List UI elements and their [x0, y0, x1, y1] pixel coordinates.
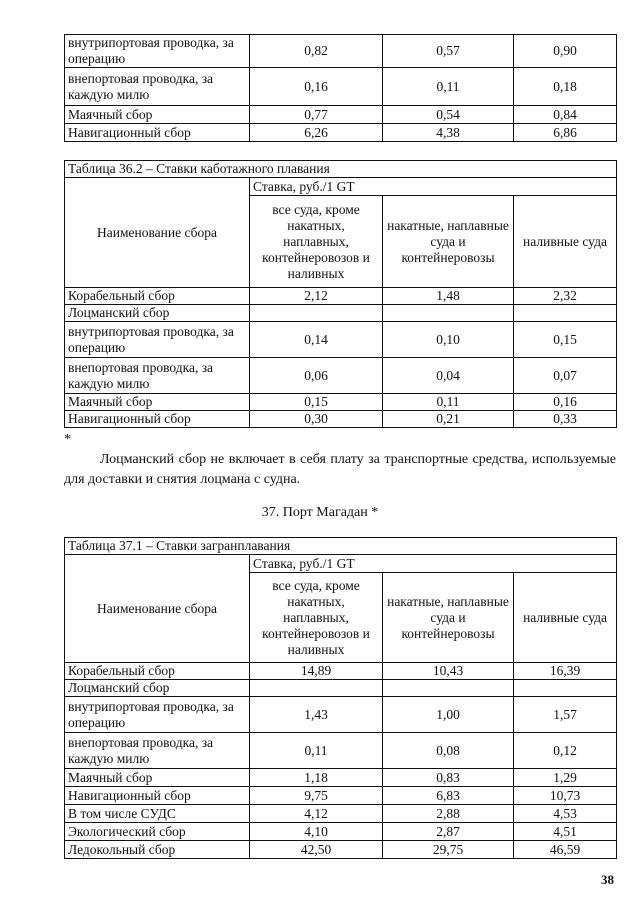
rate-value: 0,07 [514, 358, 617, 394]
table-row [65, 35, 617, 68]
rate-value: 1,00 [383, 697, 514, 733]
rate-value: 0,14 [250, 322, 383, 358]
rate-value [250, 680, 383, 697]
rate-value: 4,38 [383, 124, 514, 142]
rate-value: 0,15 [514, 322, 617, 358]
fee-name: Экологический сбор [65, 823, 250, 841]
column-header-fee-name: Наименование сбора [65, 178, 250, 288]
rate-value: 14,89 [250, 663, 383, 680]
table-37-1 [64, 537, 617, 859]
rate-value: 0,12 [514, 733, 617, 769]
fee-name: внутрипортовая проводка, за операцию [65, 697, 250, 733]
table-row [65, 322, 617, 358]
rate-value: 0,84 [514, 106, 617, 124]
rate-value: 6,26 [250, 124, 383, 142]
rate-value: 2,88 [383, 805, 514, 823]
fee-name: внепортовая проводка, за каждую милю [65, 733, 250, 769]
table-row [65, 68, 617, 106]
fee-name: Корабельный сбор [65, 663, 250, 680]
footnote-asterisk: * [64, 432, 71, 447]
table-row [65, 106, 617, 124]
rate-value: 1,18 [250, 769, 383, 787]
table-row [65, 358, 617, 394]
table-row [65, 305, 617, 322]
fee-name: внепортовая проводка, за каждую милю [65, 358, 250, 394]
rate-value: 0,16 [250, 68, 383, 106]
rate-value: 0,33 [514, 411, 617, 428]
rate-value: 1,29 [514, 769, 617, 787]
rate-value: 9,75 [250, 787, 383, 805]
rate-value: 0,54 [383, 106, 514, 124]
rate-value: 2,12 [250, 288, 383, 305]
rate-value: 1,57 [514, 697, 617, 733]
rate-value: 0,15 [250, 394, 383, 411]
table-row [65, 805, 617, 823]
rate-value [514, 305, 617, 322]
rate-value: 0,83 [383, 769, 514, 787]
rate-value: 4,51 [514, 823, 617, 841]
rate-value: 1,48 [383, 288, 514, 305]
table-row [65, 394, 617, 411]
section-title: 37. Порт Магадан * [261, 505, 379, 520]
rate-value: 0,11 [383, 394, 514, 411]
table-row [65, 411, 617, 428]
column-header-fee-name: Наименование сбора [65, 555, 250, 663]
rate-value [383, 680, 514, 697]
table-row [65, 663, 617, 680]
fee-name: Лоцманский сбор [65, 305, 250, 322]
rate-value: 0,11 [383, 68, 514, 106]
fee-name: Ледокольный сбор [65, 841, 250, 859]
fee-name: Навигационный сбор [65, 787, 250, 805]
fee-name: Лоцманский сбор [65, 680, 250, 697]
column-header: накатные, наплавные суда и контейнеровозы [383, 573, 514, 663]
rate-value: 0,82 [250, 35, 383, 68]
page-number: 38 [601, 872, 614, 887]
fee-name: Навигационный сбор [65, 124, 250, 142]
rate-value: 0,04 [383, 358, 514, 394]
rate-value: 0,21 [383, 411, 514, 428]
rate-value: 1,43 [250, 697, 383, 733]
fee-name: Навигационный сбор [65, 411, 250, 428]
column-header: накатные, наплавные суда и контейнеровозы [383, 196, 514, 288]
fee-name: Маячный сбор [65, 394, 250, 411]
rate-value: 2,32 [514, 288, 617, 305]
rate-value: 0,90 [514, 35, 617, 68]
rate-value: 0,06 [250, 358, 383, 394]
table-row [65, 769, 617, 787]
rate-value [250, 305, 383, 322]
table-row [65, 680, 617, 697]
rate-value: 46,59 [514, 841, 617, 859]
fee-name: Маячный сбор [65, 769, 250, 787]
table-caption: Таблица 36.2 – Ставки каботажного плавания [65, 161, 617, 178]
column-header: все суда, кроме накатных, наплавных, контейнеровозов и наливных [250, 196, 383, 288]
rate-value: 6,86 [514, 124, 617, 142]
rate-value: 0,30 [250, 411, 383, 428]
rate-value: 6,83 [383, 787, 514, 805]
rate-value: 4,10 [250, 823, 383, 841]
rate-value: 0,77 [250, 106, 383, 124]
table-row [65, 288, 617, 305]
fee-name: внепортовая проводка, за каждую милю [65, 68, 250, 106]
fee-name: внутрипортовая проводка, за операцию [65, 322, 250, 358]
footnote-text: Лоцманский сбор не включает в себя плату за транспортные средства, используемые для доставки и снятия лоцмана с судна. [64, 452, 616, 487]
rate-value: 0,18 [514, 68, 617, 106]
rate-value [514, 680, 617, 697]
rate-value: 10,43 [383, 663, 514, 680]
fee-name: Корабельный сбор [65, 288, 250, 305]
rate-value: 0,16 [514, 394, 617, 411]
rate-value: 4,12 [250, 805, 383, 823]
rate-header: Ставка, руб./1 GT [250, 555, 617, 573]
rate-value: 0,57 [383, 35, 514, 68]
rate-value: 42,50 [250, 841, 383, 859]
rate-value: 29,75 [383, 841, 514, 859]
fee-name: В том числе СУДС [65, 805, 250, 823]
column-header: все суда, кроме накатных, наплавных, контейнеровозов и наливных [250, 573, 383, 663]
column-header: наливные суда [514, 573, 617, 663]
table-row [65, 124, 617, 142]
rate-value: 16,39 [514, 663, 617, 680]
column-header: наливные суда [514, 196, 617, 288]
table-row [65, 823, 617, 841]
table-row [65, 787, 617, 805]
fee-name: Маячный сбор [65, 106, 250, 124]
table-row [65, 841, 617, 859]
table-row [65, 697, 617, 733]
table-36-2 [64, 160, 617, 428]
rate-value: 0,11 [250, 733, 383, 769]
rate-value: 4,53 [514, 805, 617, 823]
rate-value: 10,73 [514, 787, 617, 805]
rate-value [383, 305, 514, 322]
table-row [65, 733, 617, 769]
rate-header: Ставка, руб./1 GT [250, 178, 617, 196]
rate-value: 0,08 [383, 733, 514, 769]
table-caption: Таблица 37.1 – Ставки загранплавания [65, 538, 617, 555]
rate-value: 2,87 [383, 823, 514, 841]
table-top-continuation [64, 34, 617, 142]
fee-name: внутрипортовая проводка, за операцию [65, 35, 250, 68]
rate-value: 0,10 [383, 322, 514, 358]
